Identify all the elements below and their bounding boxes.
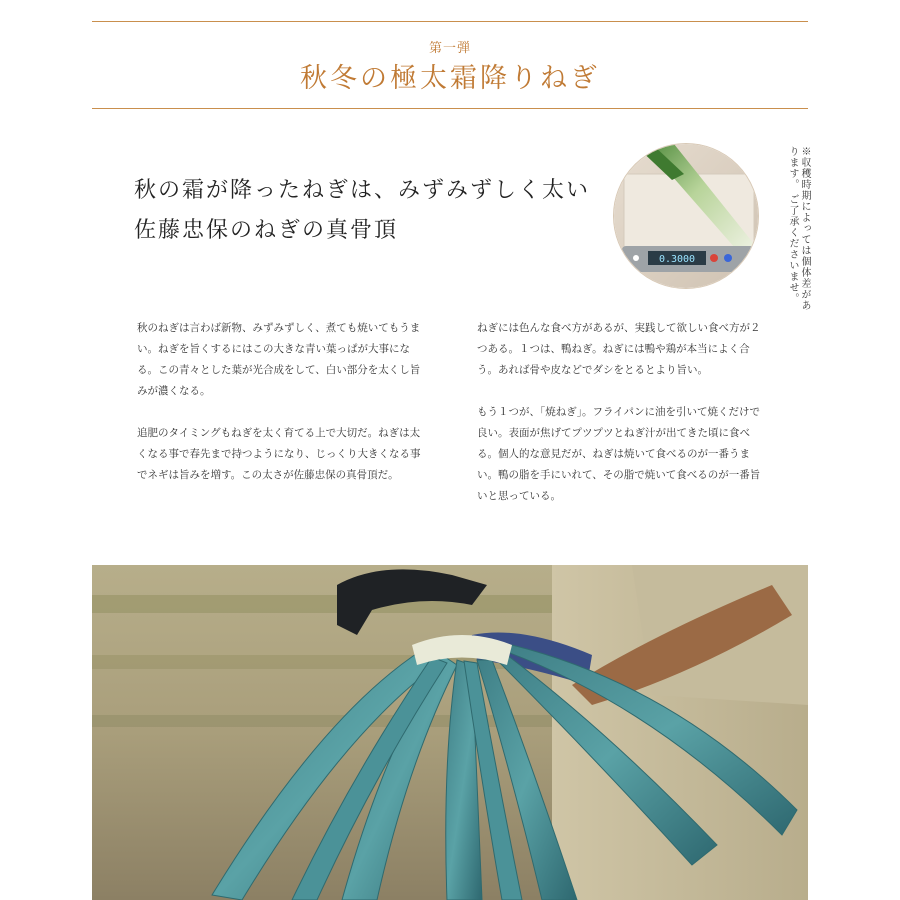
body-right-column [477,318,767,528]
harvest-note [786,146,810,316]
scale-with-leek-icon [614,144,758,288]
scale-display-reading: 0.3000 [658,254,696,265]
body-paragraph: 秋のねぎは言わば新物、みずみずしく、煮ても焼いてもうまい。ねぎを旨くするにはこの大きな青い葉っぱが大事になる。この青々とした葉が光合成をして、白い部分を太くし旨みが濃くなる。 [137,322,421,397]
body-paragraph: 追肥のタイミングもねぎを太く育てる上で大切だ。ねぎは太くなる事で春先まで持つようになり、じっくり大きくなる事でネギは旨みを増す。この太さが佐藤忠保の真骨頂だ。 [137,427,421,481]
bottom-divider [92,108,808,109]
body-paragraph: ねぎには色んな食べ方があるが、実践して欲しい食べ方が２つある。１つは、鴨ねぎ。ねぎには鴨や鶏が本当によく合う。あれば骨や皮などでダシをとるとより旨い。 [477,322,761,376]
page-title: 秋冬の極太霜降りねぎ [300,63,600,94]
body-paragraph: もう１つが、「焼ねぎ」。フライパンに油を引いて焼くだけで良い。表面が焦げてプツプツとねぎ汁が出てきた頃に食べる。個人的な意見だが、ねぎは焼いて食べるのが一番うまい。鴨の脂を手にいれて、その脂で焼いて食べるのが一番旨いと思っている。 [477,406,761,502]
leek-harvest-icon [92,565,808,900]
series-label: 第一弾 [428,41,471,56]
harvest-note-line-1: ※収穫時期によっては個体差があります。 [787,146,810,311]
scale-photo [613,143,759,289]
headline-line-2: 佐藤忠保のねぎの真骨頂 [134,218,399,243]
headline-line-1: 秋の霜が降ったねぎは、みずみずしく太い [134,178,591,203]
body-left-column [137,318,427,507]
harvest-note-line-2: ご了承くださいませ。 [787,194,798,305]
headline [134,171,590,251]
top-divider [92,21,808,22]
farmer-holding-leeks-photo [92,565,808,900]
